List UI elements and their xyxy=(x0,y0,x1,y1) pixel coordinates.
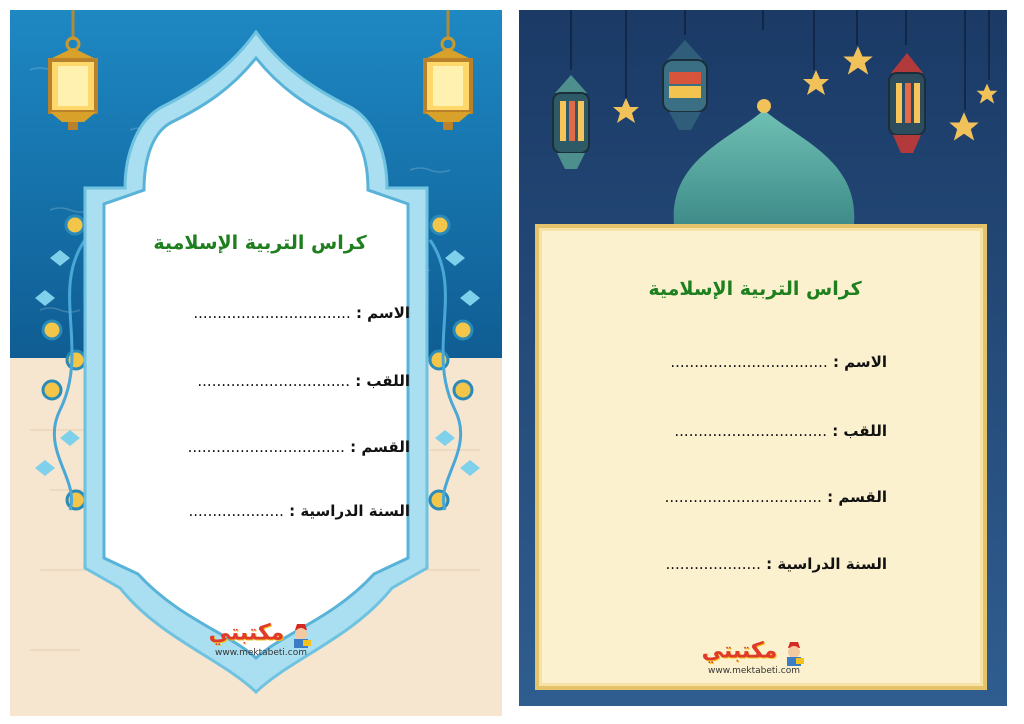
name-label: الاسم : xyxy=(832,353,887,371)
class-field[interactable] xyxy=(188,438,410,456)
school-year-field[interactable] xyxy=(666,555,888,573)
logo-name: مكتبتي xyxy=(208,620,285,646)
lantern-icon xyxy=(657,32,713,142)
class-line[interactable]: ................................. xyxy=(187,438,345,456)
surname-line[interactable]: ................................ xyxy=(197,372,350,390)
notebook-cover-right xyxy=(519,10,1007,706)
class-line[interactable]: ................................. xyxy=(664,488,822,506)
surname-line[interactable]: ................................ xyxy=(674,422,827,440)
school-year-label: السنة الدراسية : xyxy=(289,502,410,520)
star-icon xyxy=(975,82,999,106)
name-line[interactable]: ................................. xyxy=(670,353,828,371)
school-year-line[interactable]: .................... xyxy=(188,502,284,520)
star-icon xyxy=(947,110,981,144)
school-year-label: السنة الدراسية : xyxy=(766,555,887,573)
mektabeti-logo xyxy=(186,622,336,658)
class-label: القسم : xyxy=(350,438,410,456)
surname-label: اللقب : xyxy=(355,372,410,390)
name-field[interactable] xyxy=(193,304,410,322)
notebook-cover-left xyxy=(10,10,502,716)
surname-field[interactable] xyxy=(197,372,410,390)
crescent-icon xyxy=(741,20,787,76)
name-line[interactable]: ................................. xyxy=(193,304,351,322)
mascot-icon xyxy=(289,622,313,648)
surname-label: اللقب : xyxy=(832,422,887,440)
logo-url: www.mektabeti.com xyxy=(707,666,801,676)
arched-frame xyxy=(80,28,432,696)
mascot-icon xyxy=(782,640,806,666)
star-icon xyxy=(611,96,641,126)
school-year-line[interactable]: .................... xyxy=(665,555,761,573)
class-field[interactable] xyxy=(665,488,887,506)
name-field[interactable] xyxy=(670,353,887,371)
star-icon xyxy=(801,68,831,98)
class-label: القسم : xyxy=(827,488,887,506)
star-icon xyxy=(841,44,875,78)
lantern-icon xyxy=(883,45,931,165)
cover-title: كراس التربية الإسلامية xyxy=(648,278,862,300)
name-label: الاسم : xyxy=(355,304,410,322)
lantern-icon xyxy=(547,65,595,185)
logo-url: www.mektabeti.com xyxy=(214,648,308,658)
mektabeti-logo xyxy=(679,640,829,676)
logo-name: مكتبتي xyxy=(701,638,778,664)
school-year-field[interactable] xyxy=(189,502,411,520)
surname-field[interactable] xyxy=(674,422,887,440)
cover-title: كراس التربية الإسلامية xyxy=(153,232,367,254)
